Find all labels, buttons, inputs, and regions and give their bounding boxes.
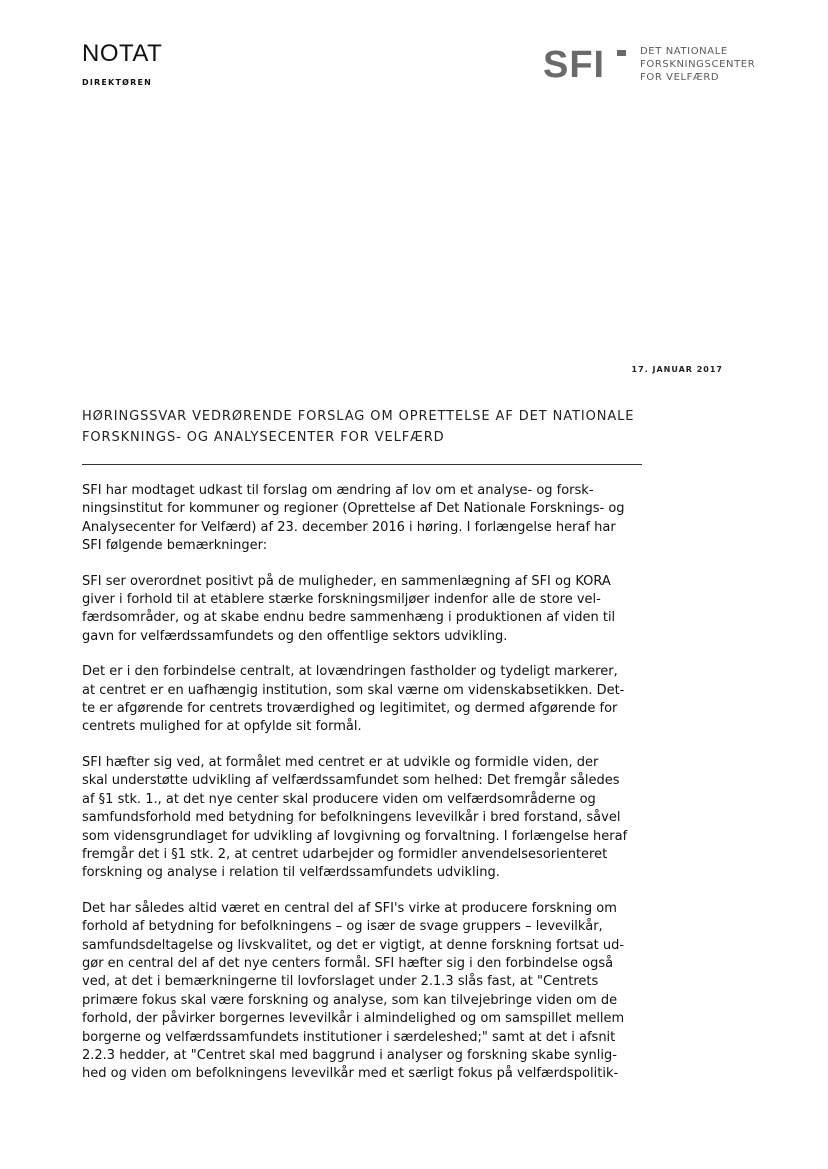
paragraph-line: samfundsforhold med betydning for befolkningens levevilkår i bred forstand, såvel	[82, 810, 621, 826]
paragraph-line: Det er i den forbindelse centralt, at lovændringen fastholder og tydeligt markerer,	[82, 664, 618, 680]
paragraph-line: SFI ser overordnet positivt på de muligheder, en sammenlægning af SFI og KORA	[82, 573, 611, 589]
department: DIREKTØREN	[82, 78, 153, 87]
subject-line: FORSKNINGS- OG ANALYSECENTER FOR VELFÆRD	[82, 430, 445, 445]
paragraph-line: Analysecenter for Velfærd) af 23. december 2016 i høring. I forlængelse heraf har	[82, 519, 616, 535]
paragraph-line: te er afgørende for centrets troværdighed og legitimitet, og dermed afgørende for	[82, 701, 618, 717]
logo-square-mark	[617, 50, 626, 56]
body-paragraph	[82, 900, 642, 1084]
paragraph-line: 2.2.3 hedder, at "Centret skal med baggrund i analyser og forskning skabe synlig-	[82, 1047, 617, 1063]
paragraph-line: SFI har modtaget udkast til forslag om ændring af lov om et analyse- og forsk-	[82, 483, 594, 498]
paragraph-line: ningsinstitut for kommuner og regioner (Oprettelse af Det Nationale Forsknings- og	[82, 501, 625, 517]
paragraph-line: SFI følgende bemærkninger:	[82, 538, 268, 554]
paragraph-line: gør en central del af det nye centers formål. SFI hæfter sig i den forbindelse også	[82, 955, 614, 971]
paragraph-line: SFI hæfter sig ved, at formålet med centret er at udvikle og formidle viden, der	[82, 754, 599, 770]
paragraph-line: af §1 stk. 1., at det nye center skal producere viden om velfærdsområderne og	[82, 791, 596, 807]
organization-name	[640, 45, 755, 84]
subject-heading	[82, 406, 662, 448]
paragraph-line: ved, at det i bemærkningerne til lovforslaget under 2.1.3 slås fast, at "Centrets	[82, 974, 599, 990]
org-name-line: FOR VELFÆRD	[640, 72, 720, 83]
paragraph-line: forskning og analyse i relation til velfærdssamfundets udvikling.	[82, 865, 500, 881]
heading-divider	[82, 464, 642, 465]
paragraph-line: hed og viden om befolkningens levevilkår med et særligt fokus på velfærdspolitik-	[82, 1066, 619, 1082]
document-date: 17. JANUAR 2017	[631, 365, 723, 374]
org-name-line: DET NATIONALE	[640, 46, 728, 57]
paragraph-line: Det har således altid været en central del af SFI's virke at producere forskning om	[82, 900, 617, 916]
body-paragraph	[82, 573, 642, 647]
body-paragraph	[82, 482, 642, 556]
body-paragraph	[82, 754, 642, 883]
paragraph-line: som vidensgrundlaget for udvikling af lovgivning og forvaltning. I forlængelse heraf	[82, 828, 628, 844]
subject-line: HØRINGSSVAR VEDRØRENDE FORSLAG OM OPRETTELSE AF DET NATIONALE	[82, 409, 635, 424]
paragraph-line: borgerne og velfærdssamfundets institutioner i særdeleshed;" samt at det i afsnit	[82, 1029, 616, 1045]
paragraph-line: samfundsdeltagelse og livskvalitet, og det er vigtigt, at denne forskning fortsat ud-	[82, 937, 625, 953]
paragraph-line: at centret er en uafhængig institution, som skal værne om videnskabsetikken. Det-	[82, 682, 625, 698]
paragraph-line: primære fokus skal være forskning og analyse, som kan tilvejebringe viden om de	[82, 992, 618, 1008]
org-name-line: FORSKNINGSCENTER	[640, 59, 756, 70]
paragraph-line: giver i forhold til at etablere stærke forskningsmiljøer indenfor alle de store vel-	[82, 592, 601, 608]
paragraph-line: forhold af betydning for befolkningens – og især de svage gruppers – levevilkår,	[82, 919, 603, 935]
paragraph-line: gavn for velfærdssamfundets og den offentlige sektors udvikling.	[82, 628, 508, 644]
sfi-logo: SFI	[543, 44, 606, 86]
paragraph-line: fremgår det i §1 stk. 2, at centret udarbejder og formidler anvendelsesorienteret	[82, 846, 608, 862]
paragraph-line: forhold, der påvirker borgernes levevilkår i almindelighed og om samspillet mellem	[82, 1011, 625, 1027]
paragraph-line: centrets mulighed for at opfylde sit formål.	[82, 719, 362, 735]
document-type: NOTAT	[82, 40, 163, 67]
body-paragraph	[82, 663, 642, 737]
paragraph-line: færdsområder, og at skabe endnu bedre sammenhæng i produktionen af viden til	[82, 610, 616, 626]
paragraph-line: skal understøtte udvikling af velfærdssamfundet som helhed: Det fremgår således	[82, 773, 620, 789]
body-text	[82, 482, 642, 1101]
